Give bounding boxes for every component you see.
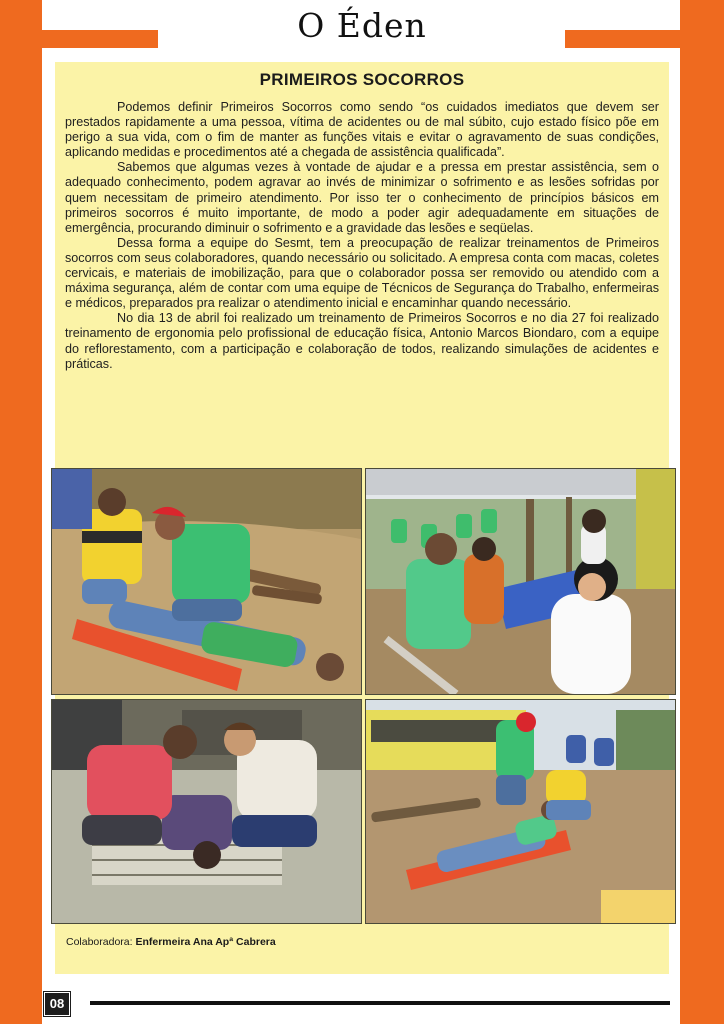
- masthead-title: O Éden: [297, 6, 427, 45]
- left-orange-border: [0, 0, 42, 1024]
- photo-field-simulation: [365, 699, 676, 924]
- footer-rule: [90, 1001, 670, 1005]
- article-paragraph: Dessa forma a equipe do Sesmt, tem a preocupação de realizar treinamentos de Primeiros socorros com seus colaboradores, quando necessário ou solicitado. A empresa conta com macas, coletes cervicais, e materiais de imobilização, para que o colaborador possa ser removido ou atendido com a máxima segurança, além de contar com uma equipe de Técnicos de Segurança do Trabalho, enfermeiras e médicos, preparados pra realizar o atendimento inicial e encaminhar quando necessário.: [65, 235, 659, 311]
- header-accent-bar-right: [565, 30, 680, 48]
- article-heading: PRIMEIROS SOCORROS: [259, 70, 465, 89]
- article-body: [65, 100, 659, 372]
- credit-label: Colaboradora:: [66, 936, 133, 948]
- article-paragraph: Podemos definir Primeiros Socorros como sendo “os cuidados imediatos que devem ser prestados rapidamente a uma pessoa, vítima de acidentes ou de mal súbito, cujo estado físico põe em perigo a sua vida, com o fim de manter as funções vitais e evitar o agravamento de suas condições, aplicando medidas e procedimentos até a chegada de assistência qualificada”.: [65, 100, 659, 160]
- photo-credit: [66, 936, 276, 948]
- article-paragraph: Sabemos que algumas vezes à vontade de ajudar e a pressa em prestar assistência, sem o adequado conhecimento, podem agravar ao invés de minimizar o sofrimento e as lesões sofridas por quem necessitam de primeiro atendimento. Por isso ter o conhecimento de princípios básicos em primeiros socorros é muito importante, de modo a poder agir adequadamente em situações de emergência, procurando diminuir o sofrimento e a gravidade das lesões e seqüelas.: [65, 160, 659, 235]
- page-number: 08: [44, 992, 70, 1016]
- right-orange-border: [680, 0, 724, 1024]
- photo-indoor-cpr: [51, 699, 362, 924]
- photo-stretcher-training: [51, 468, 362, 695]
- credit-name: Enfermeira Ana Apª Cabrera: [135, 936, 276, 948]
- article-paragraph: No dia 13 de abril foi realizado um treinamento de Primeiros Socorros e no dia 27 foi realizado treinamento de ergonomia pelo profissional de educação física, Antonio Marcos Biondaro, com a equipe do reflorestamento, com a participação e colaboração de todos, realizando simulações de acidentes e práticas.: [65, 311, 659, 371]
- photo-tent-training: [365, 468, 676, 695]
- header-accent-bar-left: [42, 30, 158, 48]
